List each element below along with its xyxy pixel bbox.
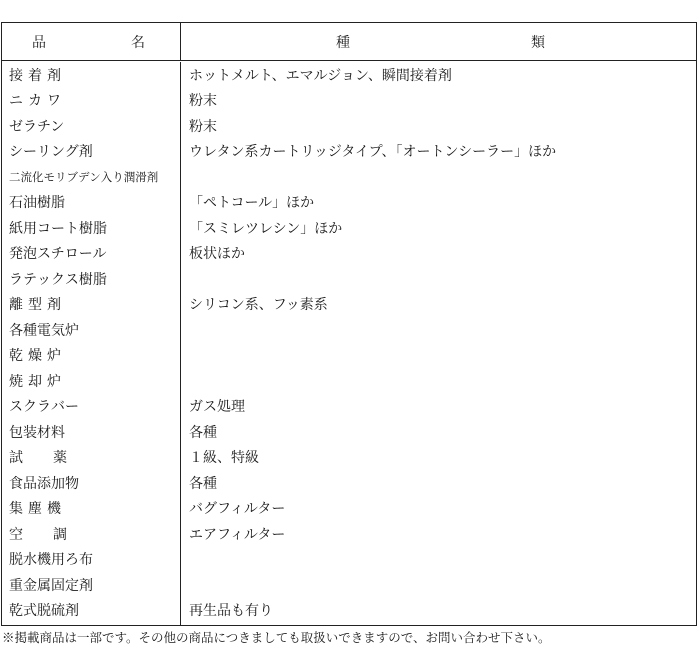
product-type-cell: １級、特級 bbox=[189, 450, 259, 467]
product-type-cell bbox=[181, 164, 696, 190]
product-name-cell: 集塵機 bbox=[9, 501, 66, 518]
product-type-cell bbox=[181, 368, 696, 394]
product-name-cell: ラテックス樹脂 bbox=[9, 271, 107, 288]
product-name-cell: 焼却炉 bbox=[9, 373, 66, 390]
product-name-cell: 紙用コート樹脂 bbox=[9, 220, 107, 237]
product-type-cell: シリコン系、フッ素系 bbox=[189, 297, 328, 314]
header-type-char-2: 類 bbox=[531, 34, 546, 51]
product-type-cell: 再生品も有り bbox=[189, 603, 273, 620]
product-name-cell: ゼラチン bbox=[9, 118, 65, 135]
header-name-char-2: 名 bbox=[131, 34, 146, 51]
table-body bbox=[2, 61, 696, 625]
product-type-cell bbox=[181, 317, 696, 343]
table-header bbox=[2, 23, 696, 61]
product-type-cell bbox=[181, 343, 696, 369]
name-column bbox=[2, 62, 181, 625]
product-name-cell: 接着剤 bbox=[9, 67, 66, 84]
product-type-cell: 各種 bbox=[189, 424, 217, 441]
header-product-type bbox=[181, 23, 696, 60]
product-type-cell: ウレタン系カートリッジタイプ、「オートンシーラー」ほか bbox=[189, 144, 557, 161]
product-type-cell: 各種 bbox=[189, 475, 217, 492]
product-name-cell: 重金属固定剤 bbox=[9, 577, 93, 594]
product-name-cell: ニカワ bbox=[9, 93, 66, 110]
product-name-cell: 脱水機用ろ布 bbox=[9, 552, 93, 569]
product-name-cell: 乾式脱硫剤 bbox=[9, 603, 79, 620]
footnote: ※掲載商品は一部です。その他の商品につきましても取扱いできますので、お問い合わせ下さい。 bbox=[2, 630, 551, 645]
product-name-cell: 食品添加物 bbox=[9, 475, 79, 492]
product-type-cell bbox=[181, 547, 696, 573]
product-type-cell: エアフィルター bbox=[189, 526, 286, 543]
product-name-cell: 石油樹脂 bbox=[9, 195, 65, 212]
product-name-cell: 包装材料 bbox=[9, 424, 65, 441]
header-name-char-1: 品 bbox=[32, 34, 47, 51]
product-type-cell: 「ペトコール」ほか bbox=[189, 195, 315, 212]
header-type-char-1: 種 bbox=[336, 34, 351, 51]
product-type-cell: ホットメルト、エマルジョン、瞬間接着剤 bbox=[189, 67, 452, 84]
product-type-cell bbox=[181, 572, 696, 598]
product-type-cell: 「スミレツレシン」ほか bbox=[189, 220, 343, 237]
product-type-cell: 粉末 bbox=[189, 93, 217, 110]
product-type-cell bbox=[181, 266, 696, 292]
product-type-cell: バグフィルター bbox=[189, 501, 286, 518]
product-name-cell: 空調 bbox=[9, 526, 97, 543]
product-name-cell: スクラバー bbox=[9, 399, 79, 416]
product-type-cell: 板状ほか bbox=[189, 246, 245, 263]
product-type-cell: 粉末 bbox=[189, 118, 217, 135]
product-name-cell: 二流化モリブデン入り潤滑剤 bbox=[9, 169, 159, 184]
header-product-name bbox=[2, 23, 181, 60]
product-name-cell: 試薬 bbox=[9, 450, 97, 467]
product-name-cell: シーリング剤 bbox=[9, 144, 93, 161]
type-column bbox=[181, 62, 696, 625]
product-name-cell: 各種電気炉 bbox=[9, 322, 79, 339]
product-type-cell: ガス処理 bbox=[189, 399, 245, 416]
product-table bbox=[1, 22, 697, 626]
product-name-cell: 離型剤 bbox=[9, 297, 66, 314]
product-name-cell: 乾燥炉 bbox=[9, 348, 66, 365]
product-name-cell: 発泡スチロール bbox=[9, 246, 107, 263]
